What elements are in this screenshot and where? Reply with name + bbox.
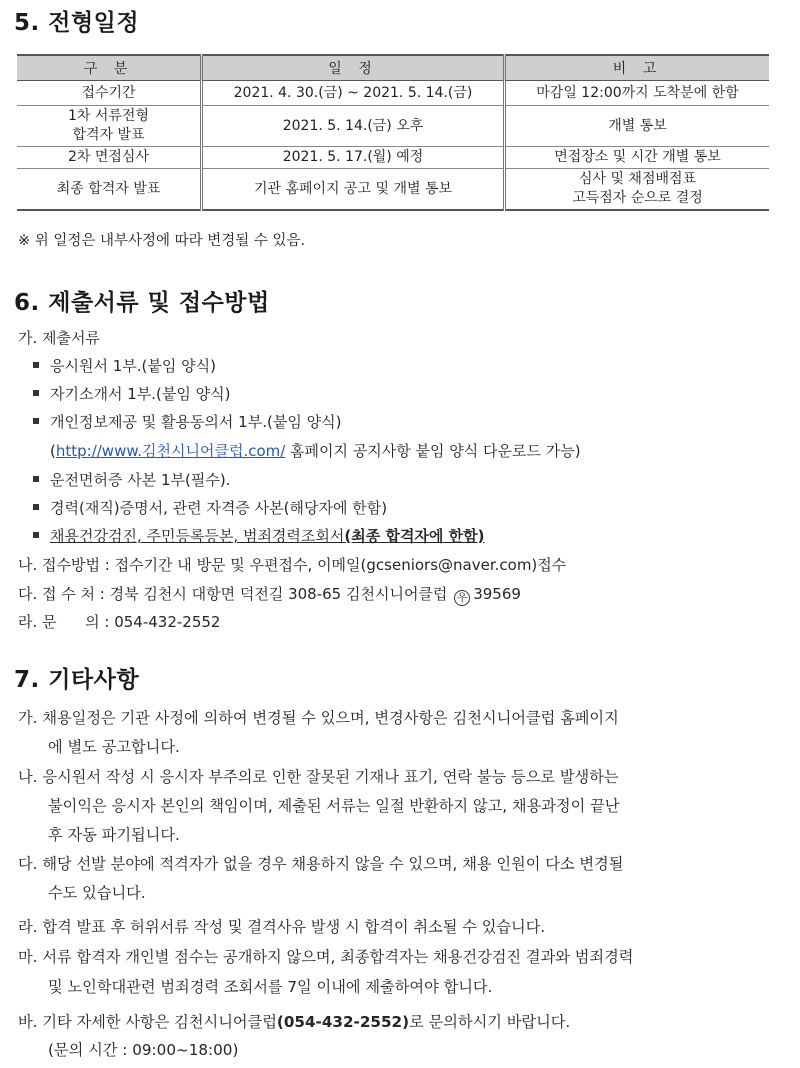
- header-remarks: 비 고: [505, 55, 770, 81]
- row-label: 접수기간: [17, 81, 202, 106]
- misc-line-contact: [18, 1011, 570, 1032]
- misc-line: 다. 해당 선발 분야에 적격자가 없을 경우 채용하지 않을 수 있으며, 채용 인원이 다소 변경될: [18, 855, 624, 873]
- table-row: [17, 147, 769, 169]
- table-row: [17, 81, 769, 106]
- doc-item: 운전면허증 사본 1부(필수).: [50, 471, 231, 489]
- header-schedule: 일 정: [202, 55, 505, 81]
- doc-final-bold: (최종 합격자에 한함): [344, 527, 485, 545]
- misc-line: 가. 채용일정은 기관 사정에 의하여 변경될 수 있으며, 변경사항은 김천시니어클럽 홈페이지: [18, 709, 619, 727]
- misc-line: 마. 서류 합격자 개인별 점수는 공개하지 않으며, 최종합격자는 채용건강검진 결과와 범죄경력: [18, 948, 634, 966]
- row-label: 최종 합격자 발표: [17, 169, 202, 211]
- misc-line: 불이익은 응시자 본인의 책임이며, 제출된 서류는 일절 반환하지 않고, 채용과정이 끝난: [48, 797, 620, 815]
- row-label-line1: 1차 서류전형: [68, 108, 149, 124]
- misc-line: 및 노인학대관련 범죄경력 조회서를 7일 이내에 제출하여야 합니다.: [48, 978, 493, 996]
- misc-line: 후 자동 파기됩니다.: [48, 826, 180, 844]
- misc-line: 나. 응시원서 작성 시 응시자 부주의로 인한 잘못된 기재나 표기, 연락 불능 등으로 발생하는: [18, 768, 619, 786]
- row-note: [505, 169, 770, 211]
- row-note: 개별 통보: [505, 106, 770, 147]
- row-note-line1: 심사 및 채점배점표: [578, 171, 697, 187]
- address-text: 다. 접 수 처 : 경북 김천시 대항면 덕전길 308-65 김천시니어클럽: [18, 585, 448, 603]
- row-schedule: 기관 홈페이지 공고 및 개별 통보: [202, 169, 505, 211]
- sub-heading-documents: 가. 제출서류: [18, 329, 100, 347]
- contact-phone: (054-432-2552): [276, 1013, 410, 1031]
- homepage-link[interactable]: http://www.김천시니어클럽.com/: [55, 442, 286, 460]
- submission-method: 나. 접수방법 : 접수기간 내 방문 및 우편접수, 이메일(gcseniors@naver.com)접수: [18, 556, 567, 574]
- row-note-line2: 고득점자 순으로 결정: [572, 190, 703, 206]
- section7-title: 7. 기타사항: [14, 667, 140, 693]
- row-label: [17, 106, 202, 147]
- table-row: [17, 106, 769, 147]
- postal-icon: 우: [454, 590, 470, 606]
- row-schedule: 2021. 4. 30.(금) ~ 2021. 5. 14.(금): [202, 81, 505, 106]
- schedule-table: [17, 54, 769, 211]
- postal-code: 39569: [473, 585, 521, 603]
- row-note: 면접장소 및 시간 개별 통보: [505, 147, 770, 169]
- table-row: [17, 169, 769, 211]
- download-note-text: 홈페이지 공지사항 붙임 양식 다운로드 가능): [285, 442, 581, 460]
- schedule-footnote: ※ 위 일정은 내부사정에 따라 변경될 수 있음.: [18, 233, 306, 249]
- row-label: 2차 면접심사: [17, 147, 202, 169]
- section5-title: 5. 전형일정: [14, 10, 140, 36]
- doc-item: 자기소개서 1부.(붙임 양식): [50, 385, 231, 403]
- submission-address: [18, 583, 521, 606]
- doc-download-note: (http://www.김천시니어클럽.com/ 홈페이지 공지사항 붙임 양식 다운로드 가능): [50, 442, 581, 460]
- doc-item: 응시원서 1부.(붙임 양식): [50, 357, 216, 375]
- doc-item: 개인정보제공 및 활용동의서 1부.(붙임 양식): [50, 413, 342, 431]
- inquiry-phone: 라. 문 의 : 054-432-2552: [18, 613, 221, 631]
- doc-final-text: 채용건강검진, 주민등록등본, 범죄경력조회서: [50, 527, 345, 545]
- contact-suffix: 로 문의하시기 바랍니다.: [409, 1013, 571, 1031]
- misc-line: 수도 있습니다.: [48, 884, 146, 902]
- doc-item-final: [50, 525, 484, 546]
- contact-hours: (문의 시간 : 09:00~18:00): [48, 1041, 239, 1059]
- row-note: 마감일 12:00까지 도착분에 한함: [505, 81, 770, 106]
- doc-item: 경력(재직)증명서, 관련 자격증 사본(해당자에 한함): [50, 499, 388, 517]
- contact-prefix: 바. 기타 자세한 사항은 김천시니어클럽: [18, 1013, 277, 1031]
- header-category: 구 분: [17, 55, 202, 81]
- misc-line: 에 별도 공고합니다.: [48, 738, 180, 756]
- row-schedule: 2021. 5. 14.(금) 오후: [202, 106, 505, 147]
- row-label-line2: 합격자 발표: [72, 127, 145, 143]
- section6-title: 6. 제출서류 및 접수방법: [14, 290, 270, 316]
- misc-line: 라. 합격 발표 후 허위서류 작성 및 결격사유 발생 시 합격이 취소될 수 있습니다.: [18, 918, 546, 936]
- row-schedule: 2021. 5. 17.(월) 예정: [202, 147, 505, 169]
